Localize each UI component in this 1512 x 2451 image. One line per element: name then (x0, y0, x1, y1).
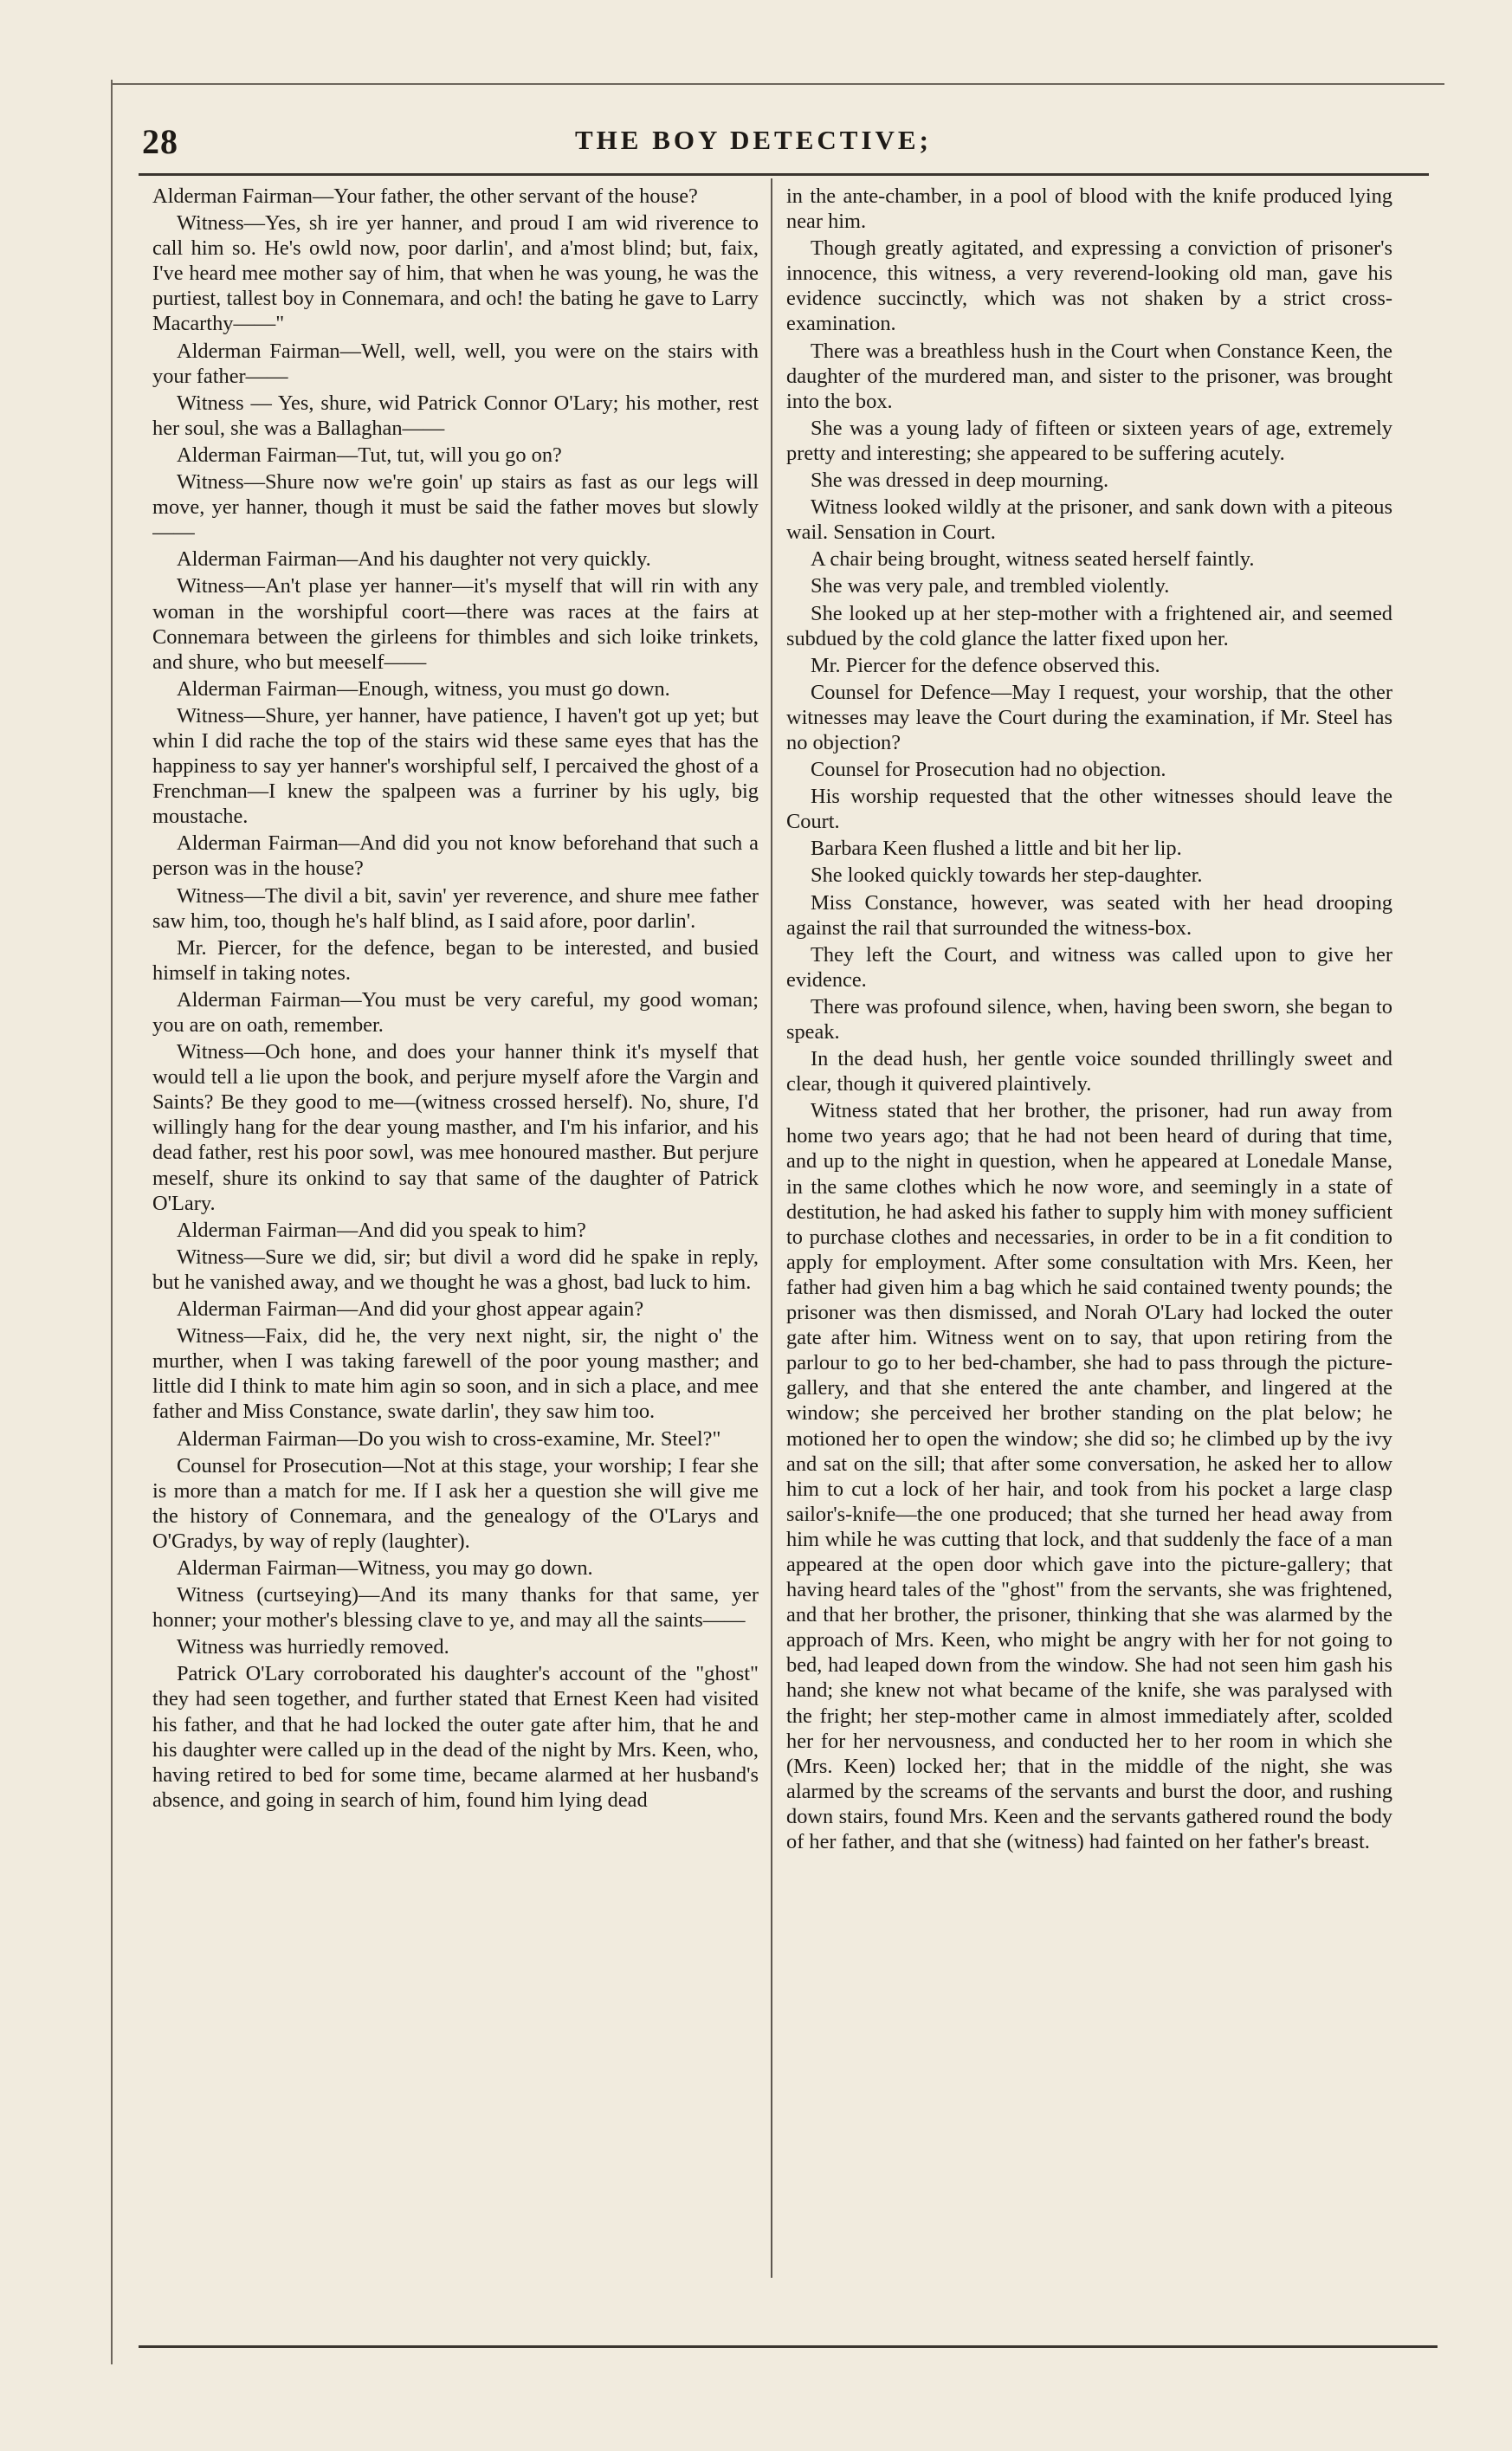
paragraph: They left the Court, and witness was called upon to give her evidence. (786, 942, 1392, 992)
paragraph: Witness—Shure now we're goin' up stairs as fast as our legs will move, yer hanner, though it must be said the father moves but slowly—— (152, 470, 759, 545)
paragraph: There was a breathless hush in the Court when Constance Keen, the daughter of the murdered man, and sister to the prisoner, was brought into the box. (786, 339, 1392, 413)
paragraph: Witness—Sure we did, sir; but divil a word did he spake in reply, but he vanished away, and we thought he was a ghost, bad luck to him. (152, 1245, 759, 1294)
paragraph: A chair being brought, witness seated herself faintly. (811, 547, 1255, 572)
paragraph: Witness—An't plase yer hanner—it's myself that will rin with any woman in the worshipful coort—there was races at the fairs at Connemara between the girleens for thimbles and sich loike trinkets, and shure, who but meeself—— (152, 574, 759, 674)
top-border-rule (111, 83, 1444, 85)
running-head: THE BOY DETECTIVE; (575, 125, 932, 155)
page-number: 28 (142, 122, 178, 161)
paragraph: Alderman Fairman—Your father, the other servant of the house? (152, 184, 698, 208)
paragraph: Though greatly agitated, and expressing a conviction of prisoner's innocence, this witness, a very reverend-looking old man, gave his evidence succinctly, which was not shaken by a strict cross-examination. (786, 236, 1392, 336)
paragraph: Alderman Fairman—Tut, tut, will you go on? (177, 443, 562, 467)
paragraph: Alderman Fairman—And his daughter not very quickly. (177, 547, 651, 572)
paragraph: Witness—Shure, yer hanner, have patience, I haven't got up yet; but whin I did rache the top of the stairs wid these same eyes that has the happiness to say yer hanner's worshipful self, I percaived the ghost of a Frenchman—I knew the spalpeen was a furriner by his ugly, big moustache. (152, 703, 759, 829)
paragraph: Alderman Fairman—Well, well, well, you were on the stairs with your father—— (152, 339, 759, 388)
paragraph: Witness—Faix, did he, the very next night, sir, the night o' the murther, when I was taking farewell of the poor young masther; and little did I think to mate him agin so soon, and in sich a place, and mee father and Miss Constance, swate darlin', they saw him too. (152, 1324, 759, 1424)
paragraph: Counsel for Prosecution had no objection. (811, 758, 1166, 782)
paragraph: Counsel for Prosecution—Not at this stage, your worship; I fear she is more than a match for me. If I ask her a question she will give me the history of Connemara, and the genealogy of the O'Larys and O'Gradys, by way of reply (laughter). (152, 1453, 759, 1553)
paragraph: She looked up at her step-mother with a frightened air, and seemed subdued by the cold glance the latter fixed upon her. (786, 601, 1392, 650)
paragraph: Witness—The divil a bit, savin' yer reverence, and shure mee father saw him, too, though he's half blind, as I said afore, poor darlin'. (152, 883, 759, 933)
paragraph: Counsel for Defence—May I request, your worship, that the other witnesses may leave the Court during the examination, if Mr. Steel has no objection? (786, 680, 1392, 754)
paragraph: Witness stated that her brother, the prisoner, had run away from home two years ago; that he had not been heard of during that time, and up to the night in question, when he appeared at Lonedale Manse, in the same clothes which he now wore, and seemingly in a state of destitution, he had asked his father to supply him with money sufficient to purchase clothes and necessaries, in order to be in a fit condition to apply for employment. After some consultation with Mrs. Keen, her father had given him a bag which he said contained twenty pounds; the prisoner was then dismissed, and Norah O'Lary had locked the outer gate after him. Witness went on to say, that upon retiring from the parlour to go to her bed-chamber, she had to pass through the picture-gallery, and that she entered the ante chamber, and lingered at the window; she perceived her brother standing on the plat below; he motioned her to open the window; she did so; he climbed up by the ivy and sat on the sill; that after some conversation, he asked her to allow him to cut a lock of her hair, and took from his pocket a large clasp sailor's-knife—the one produced; that she turned her head away from him while he was cutting that lock, and that suddenly the face of a man appeared at the open door which gave into the picture-gallery; that having heard tales of the "ghost" from the servants, she was frightened, and that her brother, the prisoner, thinking that she was alarmed by the approach of Mrs. Keen, who might be angry with her for not going to bed, had leaped down from the window. She had not seen him gash his hand; she knew not what became of the knife, she was paralysed with the fright; her step-mother came in almost immediately after, scolded her for her nervousness, and conducted her to her room in which she (Mrs. Keen) locked her; that in the middle of the night, she was alarmed by the screams of the servants and burst the door, and rushing down stairs, found Mrs. Keen and the servants gathered round the body of her father, and that she (witness) had fainted on her father's breast. (786, 1099, 1392, 1853)
page-header (142, 121, 1425, 170)
paragraph: Patrick O'Lary corroborated his daughter's account of the "ghost" they had seen together, and further stated that Ernest Keen had visited his father, and that he had locked the outer gate after him, that he and his daughter were called up in the dead of the night by Mrs. Keen, who, having retired to bed for some time, became alarmed at her husband's absence, and going in search of him, found him lying dead (152, 1662, 759, 1812)
bottom-rule (139, 2345, 1438, 2348)
column-divider (771, 178, 772, 2278)
paragraph: Alderman Fairman—And did you speak to him? (177, 1218, 586, 1242)
paragraph: Alderman Fairman—And did you not know beforehand that such a person was in the house? (152, 831, 759, 881)
paragraph: There was profound silence, when, having been sworn, she began to speak. (786, 994, 1392, 1044)
paragraph: in the ante-chamber, in a pool of blood with the knife produced lying near him. (786, 184, 1392, 234)
paragraph: Witness—Och hone, and does your hanner think it's myself that would tell a lie upon the book, and perjure myself afore the Vargin and Saints? Be they good to me—(witness crossed herself). No, shure, I'd willingly hang for the dear young masther, and I'm his infarior, and his dead father, rest his poor sowl, was mee honoured masther. But perjure meself, shure its onkind to say that same of the daughter of Patrick O'Lary. (152, 1040, 759, 1215)
paragraph: Witness was hurriedly removed. (177, 1635, 449, 1659)
paragraph: Alderman Fairman—And did your ghost appear again? (177, 1297, 644, 1322)
right-column (786, 184, 1392, 2278)
paragraph: She was very pale, and trembled violently. (811, 574, 1170, 598)
paragraph: Witness—Yes, sh ire yer hanner, and proud I am wid riverence to call him so. He's owld now, poor darlin', and a'most blind; but, faix, I've heard mee mother say of him, that when he was young, he was the purtiest, tallest boy in Connemara, and och! the bating he gave to Larry Macarthy——" (152, 211, 759, 336)
paragraph: Barbara Keen flushed a little and bit her lip. (811, 837, 1182, 861)
paragraph: Witness — Yes, shure, wid Patrick Connor O'Lary; his mother, rest her soul, she was a Ballaghan—— (152, 391, 759, 440)
paragraph: She was dressed in deep mourning. (811, 469, 1109, 493)
paragraph: Witness (curtseying)—And its many thanks for that same, yer honner; your mother's blessing clave to ye, and may all the saints—— (152, 1583, 759, 1633)
paragraph: Mr. Piercer, for the defence, began to be interested, and busied himself in taking notes. (152, 935, 759, 985)
left-column (152, 184, 759, 2278)
paragraph: Alderman Fairman—Do you wish to cross-examine, Mr. Steel?" (177, 1426, 721, 1451)
header-rule (139, 173, 1429, 176)
paragraph: Alderman Fairman—Enough, witness, you must go down. (177, 676, 670, 701)
paragraph: Witness looked wildly at the prisoner, and sank down with a piteous wail. Sensation in Court. (786, 495, 1392, 545)
paragraph: Alderman Fairman—Witness, you may go down. (177, 1555, 593, 1580)
paragraph: Miss Constance, however, was seated with her head drooping against the rail that surrounded the witness-box. (786, 890, 1392, 940)
paragraph: She looked quickly towards her step-daughter. (811, 863, 1203, 888)
paragraph: His worship requested that the other witnesses should leave the Court. (786, 785, 1392, 834)
paragraph: She was a young lady of fifteen or sixteen years of age, extremely pretty and interesting; she appeared to be suffering acutely. (786, 416, 1392, 465)
paragraph: In the dead hush, her gentle voice sounded thrillingly sweet and clear, though it quivered plaintively. (786, 1047, 1392, 1096)
paragraph: Alderman Fairman—You must be very careful, my good woman; you are on oath, remember. (152, 987, 759, 1037)
paragraph: Mr. Piercer for the defence observed this. (811, 653, 1160, 677)
